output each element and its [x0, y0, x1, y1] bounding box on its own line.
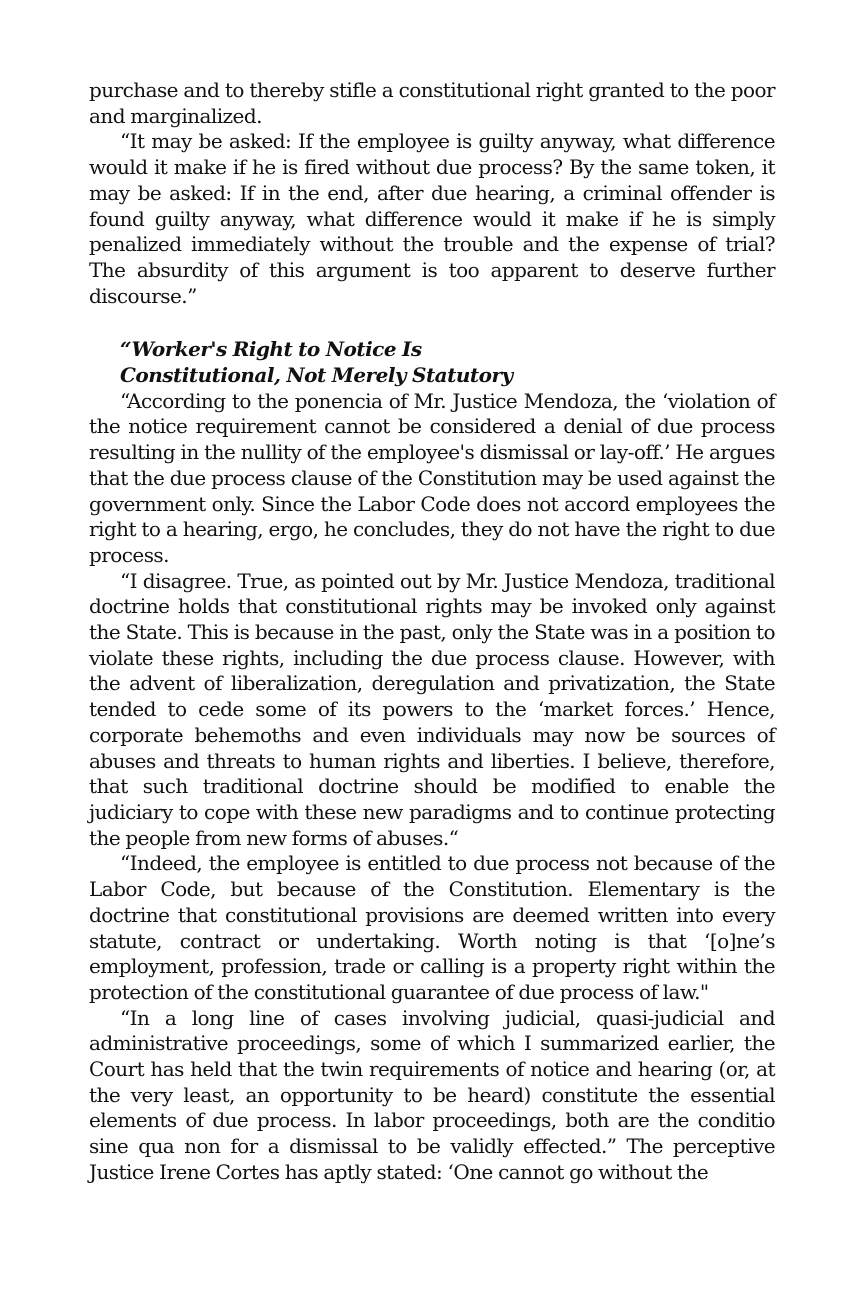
paragraph-due-process-question: “It may be asked: If the employee is guilty anyway, what difference would it make if he is fired without due process? By the same token, it may be asked: If in the end, after due hearing, a criminal offender is found guilty anyway, what difference would it make if he is simply penalized immediately without the trouble and the expense of trial? The absurdity of this argument is too apparent to deserve further discourse.” [89, 129, 775, 308]
section-heading [120, 337, 775, 388]
paragraph-constitution: “Indeed, the employee is entitled to due process not because of the Labor Code, but because of the Constitution. Elementary is the doctrine that constitutional provisions are deemed written into every statute, contract or undertaking. Worth noting is that ‘[o]ne’s employment, profession, trade or calling is a property right within the protection of the constitutional guarantee of due process of law." [89, 851, 775, 1004]
paragraph-continuation: purchase and to thereby stifle a constitutional right granted to the poor and marginalized. [89, 78, 775, 128]
document-page [89, 78, 775, 1186]
paragraph-notice-and-hearing: “In a long line of cases involving judicial, quasi-judicial and administrative proceedings, some of which I summarized earlier, the Court has held that the twin requirements of notice and hearing (or, at the very least, an opportunity to be heard) constitute the essential elements of due process. In labor proceedings, both are the conditio sine qua non for a dismissal to be validly effected.” The perceptive Justice Irene Cortes has aptly stated: ‘One cannot go without the [89, 1005, 775, 1184]
section-heading-line-2: Constitutional, Not Merely Statutory [120, 363, 513, 388]
paragraph-ponencia: “According to the ponencia of Mr. Justice Mendoza, the ‘violation of the notice requirement cannot be considered a denial of due process resulting in the nullity of the employee's dismissal or lay-off.’ He argues that the due process clause of the Constitution may be used against the government only. Since the Labor Code does not accord employees the right to a hearing, ergo, he concludes, they do not have the right to due process. [89, 388, 775, 567]
section-heading-line-1: “Worker's Right to Notice Is [120, 337, 422, 362]
paragraph-disagree: “I disagree. True, as pointed out by Mr. Justice Mendoza, traditional doctrine holds that constitutional rights may be invoked only against the State. This is because in the past, only the State was in a position to violate these rights, including the due process clause. However, with the advent of liberalization, deregulation and privatization, the State tended to cede some of its powers to the ‘market forces.’ Hence, corporate behemoths and even individuals may now be sources of abuses and threats to human rights and liberties. I believe, therefore, that such traditional doctrine should be modified to enable the judiciary to cope with these new paradigms and to continue protecting the people from new forms of abuses.“ [89, 568, 775, 850]
